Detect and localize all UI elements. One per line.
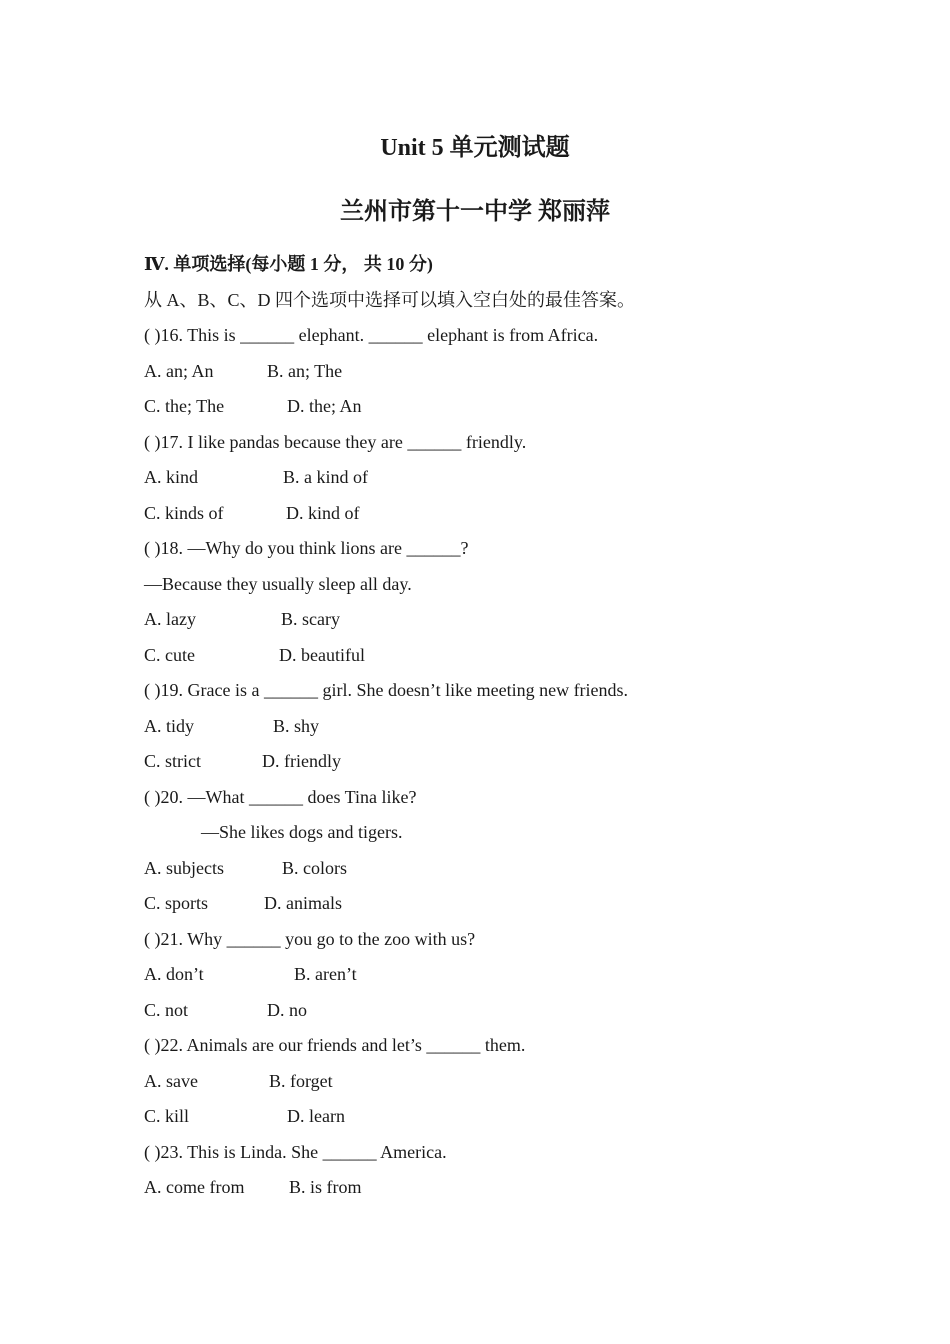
- option-c: C. kinds of: [144, 502, 224, 523]
- question-stem: ( )21. Why ______ you go to the zoo with us?: [144, 928, 476, 949]
- option-row: [144, 962, 844, 998]
- section-heading: Ⅳ. 单项选择(每小题 1 分， 共 10 分): [144, 254, 433, 274]
- option-a: A. tidy: [144, 715, 195, 736]
- option-b: B. aren’t: [294, 964, 357, 984]
- option-c: C. cute: [144, 644, 195, 665]
- question-reply: —She likes dogs and tigers.: [201, 822, 403, 842]
- option-a: A. come from: [144, 1177, 245, 1197]
- option-a: A. kind: [144, 467, 198, 487]
- option-b: B. scary: [281, 609, 340, 629]
- option-row: [144, 714, 844, 750]
- option-row: [144, 607, 844, 643]
- option-row: [144, 643, 844, 679]
- option-row: [144, 501, 844, 537]
- option-row: [144, 1104, 844, 1140]
- option-a: A. an; An: [144, 360, 214, 381]
- option-row: [144, 465, 844, 501]
- option-row: [144, 394, 844, 430]
- author-line: 兰州市第十一中学 郑丽萍: [340, 199, 610, 225]
- question-stem: ( )18. —Why do you think lions are ______?: [144, 538, 469, 558]
- question-reply: —Because they usually sleep all day.: [144, 573, 412, 594]
- document-title: Unit 5 单元测试题: [380, 135, 570, 161]
- option-b: B. a kind of: [283, 467, 368, 487]
- option-c: C. the; The: [144, 396, 225, 416]
- option-c: C. sports: [144, 893, 209, 913]
- option-d: D. learn: [287, 1106, 345, 1126]
- option-d: D. the; An: [287, 396, 362, 416]
- option-c: C. kill: [144, 1106, 190, 1126]
- option-d: D. no: [267, 999, 307, 1020]
- question-stem: ( )22. Animals are our friends and let’s ______ them.: [144, 1035, 526, 1055]
- option-a: A. don’t: [144, 964, 204, 984]
- option-b: B. colors: [282, 857, 347, 878]
- option-b: B. shy: [273, 715, 320, 736]
- option-c: C. not: [144, 999, 189, 1020]
- question-stem: ( )16. This is ______ elephant. ______ elephant is from Africa.: [144, 325, 599, 345]
- option-b: B. an; The: [267, 360, 343, 381]
- option-b: B. is from: [289, 1177, 362, 1197]
- option-row: [144, 1069, 844, 1105]
- option-row: [144, 1175, 844, 1211]
- option-b: B. forget: [269, 1070, 333, 1091]
- option-d: D. kind of: [286, 502, 360, 523]
- option-c: C. strict: [144, 751, 201, 771]
- option-row: [144, 359, 844, 395]
- option-d: D. beautiful: [279, 644, 365, 665]
- question-stem: ( )23. This is Linda. She ______ America.: [144, 1141, 447, 1162]
- instruction-text: 从 A、B、C、D 四个选项中选择可以填入空白处的最佳答案。: [144, 290, 636, 310]
- question-stem: ( )17. I like pandas because they are ______ friendly.: [144, 431, 527, 452]
- option-a: A. lazy: [144, 609, 196, 629]
- question-stem: ( )20. —What ______ does Tina like?: [144, 786, 417, 807]
- option-d: D. friendly: [262, 751, 341, 771]
- option-a: A. save: [144, 1070, 198, 1091]
- option-row: [144, 749, 844, 785]
- option-d: D. animals: [264, 893, 342, 913]
- question-list: [144, 323, 844, 1211]
- option-row: [144, 998, 844, 1034]
- option-row: [144, 856, 844, 892]
- option-row: [144, 891, 844, 927]
- question-stem: ( )19. Grace is a ______ girl. She doesn’t like meeting new friends.: [144, 680, 629, 700]
- option-a: A. subjects: [144, 857, 224, 878]
